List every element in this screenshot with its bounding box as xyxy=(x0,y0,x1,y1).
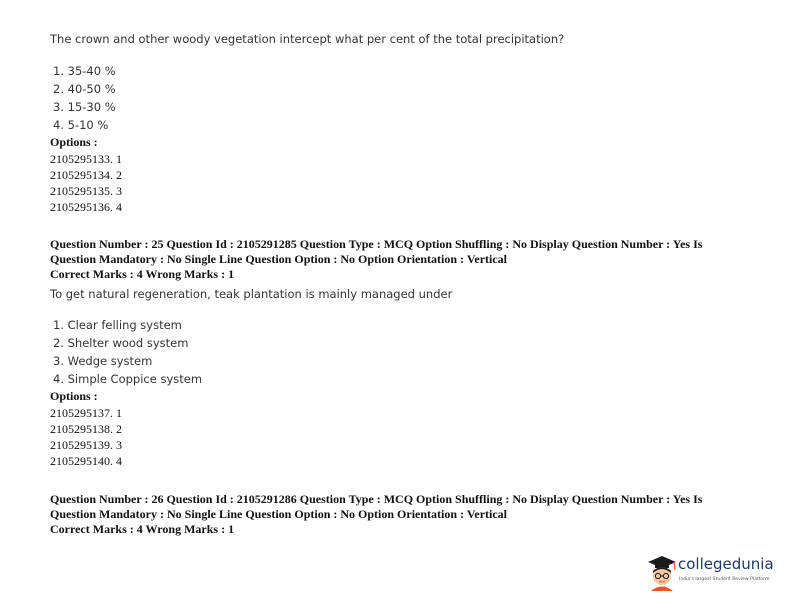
question-25-text: To get natural regeneration, teak plantation is mainly managed under xyxy=(50,287,453,301)
q26-header: Question Number : 26 Question Id : 2105291286 Question Type : MCQ Option Shuffling : No Display Question Number : Yes Is Question Mandatory : No Single Line Question Option : No Option Orientation : Vertical xyxy=(50,492,703,521)
q25-option-2: 2. Shelter wood system xyxy=(53,336,189,350)
q25-option-id-1: 2105295137. 1 xyxy=(50,406,122,420)
q25-options-label: Options : xyxy=(50,389,98,403)
q24-option-id-4: 2105295136. 4 xyxy=(50,200,122,214)
q25-header: Question Number : 25 Question Id : 2105291285 Question Type : MCQ Option Shuffling : No Display Question Number : Yes Is Question Mandatory : No Single Line Question Option : No Option Orientation : Vertical xyxy=(50,237,703,266)
q25-option-1: 1. Clear felling system xyxy=(53,318,182,332)
graduate-mascot-icon xyxy=(645,553,679,591)
q24-options-label: Options : xyxy=(50,135,98,149)
q24-option-id-3: 2105295135. 3 xyxy=(50,184,122,198)
q24-option-4: 4. 5-10 % xyxy=(53,118,109,132)
q25-option-id-4: 2105295140. 4 xyxy=(50,454,122,468)
logo-tagline: India's largest Student Review Platform xyxy=(679,577,770,582)
q25-option-id-3: 2105295139. 3 xyxy=(50,438,122,452)
collegedunia-logo xyxy=(645,553,780,593)
q25-marks: Correct Marks : 4 Wrong Marks : 1 xyxy=(50,267,235,281)
question-24-text: The crown and other woody vegetation intercept what per cent of the total precipitation? xyxy=(50,32,565,46)
q24-option-2: 2. 40-50 % xyxy=(53,82,116,96)
q24-option-id-1: 2105295133. 1 xyxy=(50,152,122,166)
q25-option-id-2: 2105295138. 2 xyxy=(50,422,122,436)
q26-marks: Correct Marks : 4 Wrong Marks : 1 xyxy=(50,522,235,536)
q24-option-1: 1. 35-40 % xyxy=(53,64,116,78)
q25-option-3: 3. Wedge system xyxy=(53,354,153,368)
q24-option-3: 3. 15-30 % xyxy=(53,100,116,114)
q25-option-4: 4. Simple Coppice system xyxy=(53,372,203,386)
logo-wordmark: collegedunia xyxy=(678,555,774,573)
q24-option-id-2: 2105295134. 2 xyxy=(50,168,122,182)
